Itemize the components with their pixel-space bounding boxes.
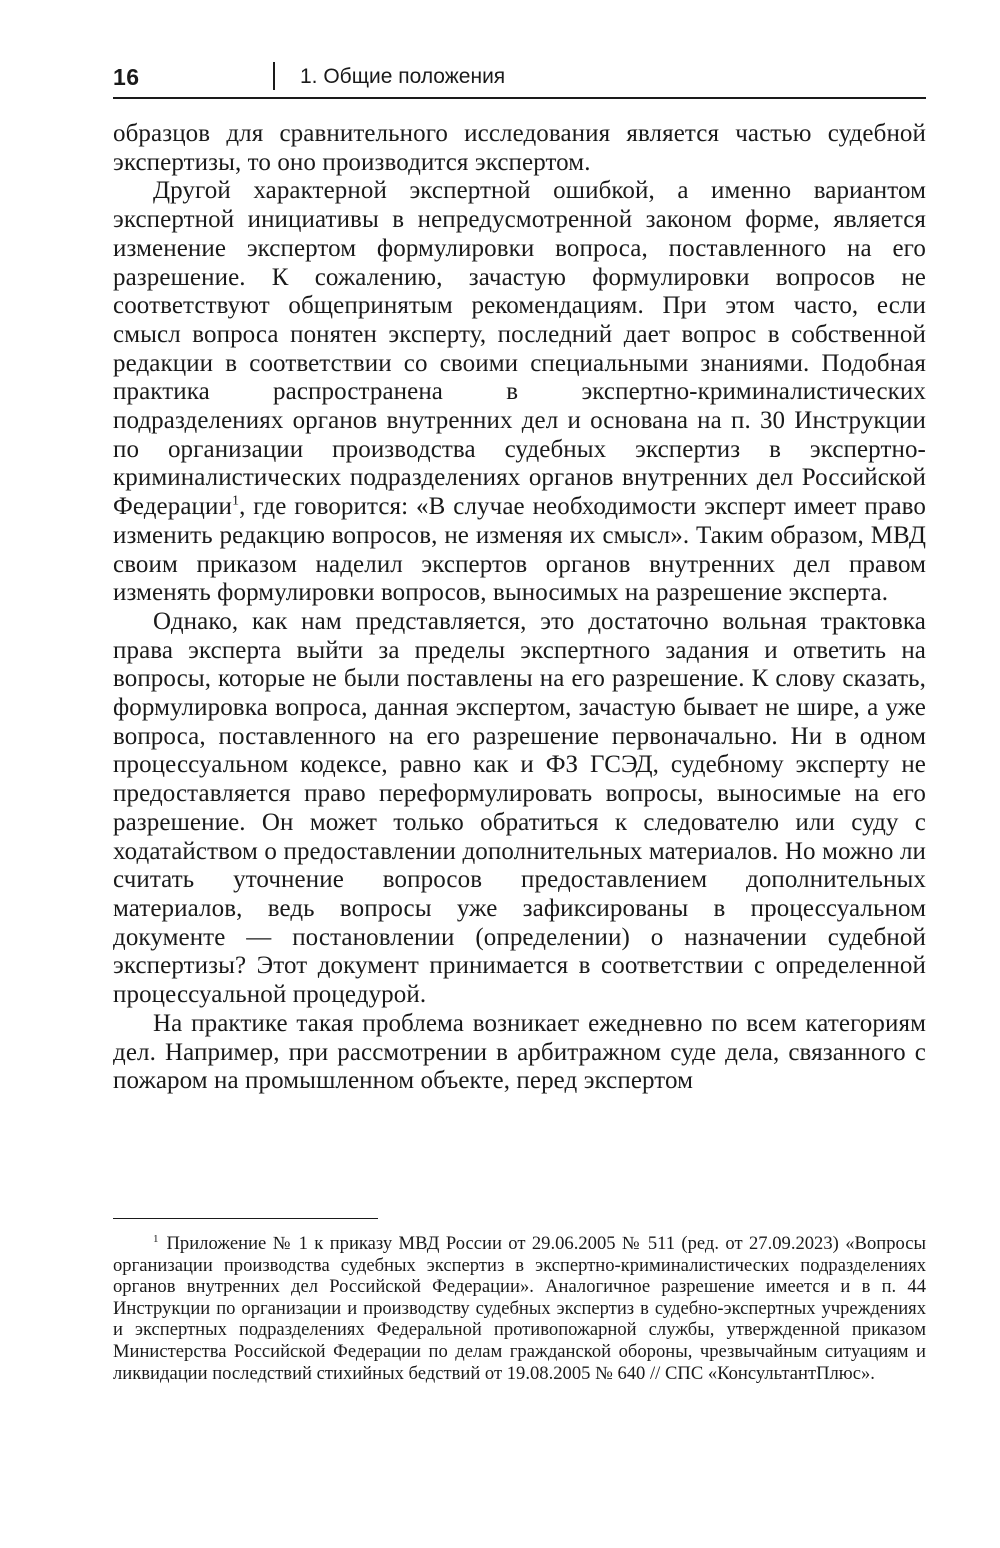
footnotes: [113, 1233, 926, 1384]
footnote-marker: 1: [153, 1232, 159, 1245]
paragraph-2-text-after-ref: , где говорится: «В случае необходимости эксперт имеет право изменить редакцию вопросов, не изменяя их смысл». Таким образом, МВД своим приказом наделил экспертов органов внутренних дел правом изменять формулировки вопросов, выносимых на разрешение эксперта.: [113, 493, 926, 607]
footnote-reference[interactable]: 1: [231, 493, 240, 509]
main-text: [113, 120, 926, 1096]
footnote-1: [113, 1233, 926, 1384]
footnote-text: Приложение № 1 к приказу МВД России от 29.06.2005 № 511 (ред. от 27.09.2023) «Вопросы организации производства судебных экспертиз в экспертно-криминалистических подразделениях органов внутренних дел Российской Федерации». Аналогичное разрешение имеется и в п. 44 Инструкции по организации и производству судебных экспертиз в судебно-экспертных учреждениях и экспертных подразделениях Федеральной противопожарной службы, утвержденной приказом Министерства Российской Федерации по делам гражданской обороны, чрезвычайным ситуациям и ликвидации последствий стихийных бедствий от 19.08.2005 № 640 // СПС «КонсультантПлюс».: [113, 1233, 926, 1384]
header-rule: [113, 97, 926, 99]
paragraph-2: [113, 177, 926, 608]
footnote-separator: [113, 1218, 378, 1219]
paragraph-4: На практике такая проблема возникает ежедневно по всем категориям дел. Например, при рассмотрении в арбитражном суде дела, связанного с пожаром на промышленном объекте, перед экспертом: [113, 1009, 926, 1095]
paragraph-2-text-before-ref: Другой характерной экспертной ошибкой, а именно вариантом экспертной инициативы в непредусмотренной законом форме, является изменение экспертом формулировки вопроса, поставленного на его разрешение. К сожалению, зачастую формулировки вопросов не соответствуют общепринятым рекомендациям. При этом часто, если смысл вопроса понятен эксперту, последний дает вопрос в собственной редакции в соответствии со своими специальными знаниями. Подобная практика распространена в экспертно-криминалистических подразделениях органов внутренних дел и основана на п. 30 Инструкции по организации производства судебных экспертиз в экспертно-криминалистических подразделениях органов внутренних дел Российской Федерации: [113, 177, 926, 521]
paragraph-3: Однако, как нам представляется, это достаточно вольная трактовка права эксперта выйти за пределы экспертного задания и ответить на вопросы, которые не были поставлены на его разрешение. К слову сказать, формулировка вопроса, данная экспертом, зачастую бывает не шире, а уже вопроса, поставленного на его разрешение первоначально. Ни в одном процессуальном кодексе, равно как и ФЗ ГСЭД, судебному эксперту не предоставляется право переформулировать вопросы, выносимые на его разрешение. Он может только обратиться к следователю или суду с ходатайством о предоставлении дополнительных материалов. Но можно ли считать уточнение вопросов предоставлением дополнительных материалов, ведь вопросы уже зафиксированы в процессуальном документе — постановлении (определении) о назначении судебной экспертизы? Этот документ принимается в соответствии с определенной процессуальной процедурой.: [113, 607, 926, 1009]
page-number: 16: [113, 64, 140, 90]
chapter-title: 1. Общие положения: [300, 65, 506, 88]
paragraph-1: образцов для сравнительного исследования является частью судебной экспертизы, то оно производится экспертом.: [113, 120, 926, 176]
running-header: [113, 60, 926, 100]
header-separator: [273, 62, 275, 90]
